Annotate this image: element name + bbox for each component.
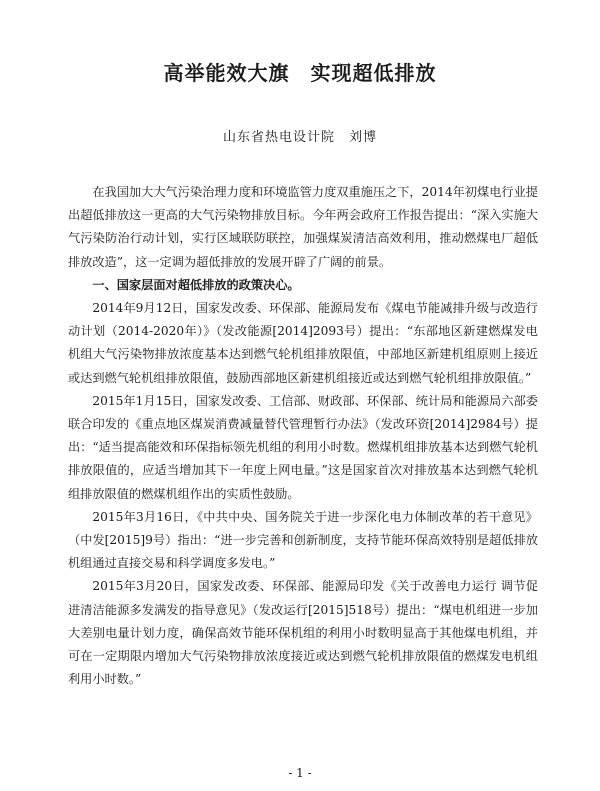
paragraph-policy-2014: 2014年9月12日，国家发改委、环保部、能源局发布《煤电节能减排升级与改造行动计划（2014-2020年）》（发改能源[2014]2093号）提出：“东部地区新建燃煤发电机组大气污染物排放浓度基本达到燃气轮机组排放限值，中部地区新建机组原则上接近或达到燃气轮机组排放限值，鼓励西部地区新建机组接近或达到燃气轮机组排放限值。” xyxy=(68,301,538,385)
author-line: 山东省热电设计院 刘博 xyxy=(222,130,377,145)
document-title: 高举能效大旗 实现超低排放 xyxy=(163,61,437,85)
paragraph-policy-2015-mar16: 2015年3月16日，《中共中央、国务院关于进一步深化电力体制改革的若干意见》（中发[2015]9号）指出：“进一步完善和创新制度，支持节能环保高效特别是超低排放机组通过直接交易和科学调度多发电。” xyxy=(68,509,538,571)
page-number: - 1 - xyxy=(288,766,312,780)
section-heading: 一、国家层面对超低排放的政策决心。 xyxy=(92,277,300,292)
document-body xyxy=(68,181,538,691)
paragraph-intro: 在我国加大大气污染治理力度和环境监管力度双重施压之下，2014年初煤电行业提出超低排放这一更高的大气污染物排放目标。今年两会政府工作报告提出：“深入实施大气污染防治行动计划，实行区域联防联控，加强煤炭清洁高效利用，推动燃煤电厂超低排放改造”，这一定调为超低排放的发展开辟了广阔的前景。 xyxy=(68,185,538,269)
paragraph-policy-2015-mar20: 2015年3月20日，国家发改委、环保部、能源局印发《关于改善电力运行 调节促进清洁能源多发满发的指导意见》（发改运行[2015]518号）提出：“煤电机组进一步加大差别电量计划力度，确保高效节能环保机组的利用小时数明显高于其他煤电机组，并可在一定期限内增加大气污染物排放浓度接近或达到燃气轮机排放限值的燃煤发电机组利用小时数。” xyxy=(68,579,538,687)
paragraph-policy-2015-jan: 2015年1月15日，国家发改委、工信部、财政部、环保部、统计局和能源局六部委联合印发的《重点地区煤炭消费减量替代管理暂行办法》（发改环资[2014]2984号）提出：“适当提高能效和环保指标领先机组的利用小时数。燃煤机组排放基本达到燃气轮机排放限值的，应适当增加其下一年度上网电量。”这是国家首次对排放基本达到燃气轮机组排放限值的燃煤机组作出的实质性鼓励。 xyxy=(68,393,538,501)
